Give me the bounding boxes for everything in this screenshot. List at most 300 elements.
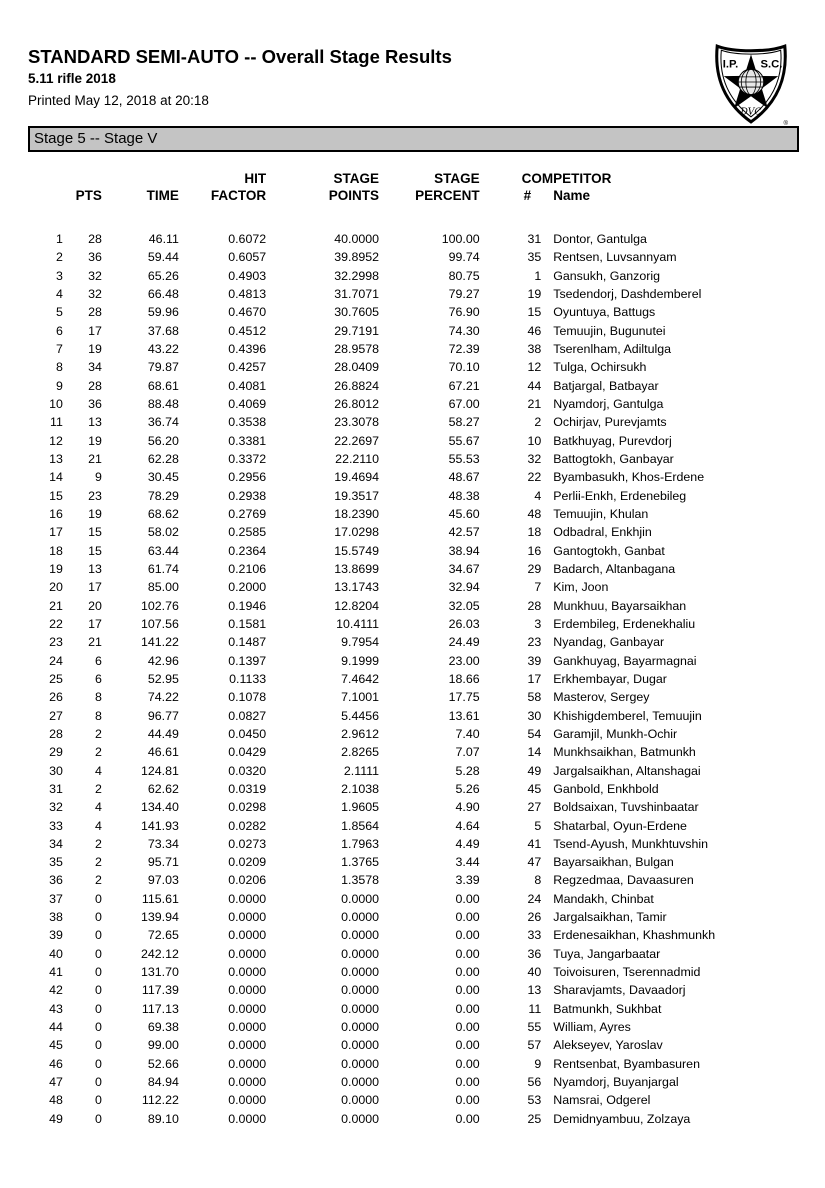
competitor-name-cell: Badarch, Altanbagana bbox=[553, 561, 676, 576]
competitor-number-cell: 26 bbox=[527, 910, 542, 925]
competitor-number-cell: 41 bbox=[527, 836, 542, 851]
rank-cell: 48 bbox=[49, 1093, 63, 1108]
hit-factor-cell: 0.2956 bbox=[228, 470, 267, 485]
rank-cell: 7 bbox=[55, 341, 63, 356]
stage-percent-cell: 0.00 bbox=[455, 983, 480, 998]
competitor-name-cell: Oyuntuya, Battugs bbox=[553, 305, 656, 320]
time-cell: 141.93 bbox=[140, 818, 179, 833]
pts-cell: 13 bbox=[88, 415, 102, 430]
hit-factor-cell: 0.2769 bbox=[228, 506, 267, 521]
competitor-name-cell: Gankhuyag, Bayarmagnai bbox=[553, 653, 697, 668]
time-cell: 78.29 bbox=[147, 488, 179, 503]
rank-cell: 4 bbox=[55, 286, 63, 301]
time-cell: 102.76 bbox=[140, 598, 179, 613]
stage-points-cell: 7.1001 bbox=[341, 690, 380, 705]
rank-cell: 46 bbox=[49, 1056, 63, 1071]
time-cell: 43.22 bbox=[147, 341, 179, 356]
time-cell: 73.34 bbox=[147, 836, 179, 851]
stage-points-cell: 9.1999 bbox=[341, 653, 380, 668]
table-row bbox=[28, 505, 798, 523]
competitor-name-cell: William, Ayres bbox=[553, 1020, 631, 1035]
stage-percent-cell: 0.00 bbox=[455, 1056, 480, 1071]
table-row bbox=[28, 871, 798, 889]
results-table bbox=[28, 170, 798, 1128]
stage-percent-cell: 99.74 bbox=[448, 250, 480, 265]
competitor-name-cell: Temuujin, Khulan bbox=[553, 506, 649, 521]
hit-factor-cell: 0.4069 bbox=[228, 396, 267, 411]
time-cell: 69.38 bbox=[147, 1020, 179, 1035]
stage-points-cell: 0.0000 bbox=[341, 1001, 380, 1016]
competitor-number-cell: 39 bbox=[527, 653, 542, 668]
stage-points-cell: 13.1743 bbox=[334, 580, 380, 595]
hit-factor-cell: 0.0000 bbox=[228, 1038, 267, 1053]
competitor-number-cell: 13 bbox=[527, 983, 542, 998]
competitor-number-cell: 11 bbox=[528, 1001, 542, 1016]
competitor-number-cell: 9 bbox=[534, 1056, 542, 1071]
hit-factor-cell: 0.0000 bbox=[228, 965, 267, 980]
stage-points-cell: 12.8204 bbox=[334, 598, 380, 613]
table-row bbox=[28, 743, 798, 761]
competitor-number-cell: 53 bbox=[527, 1093, 542, 1108]
hit-factor-cell: 0.0273 bbox=[228, 836, 267, 851]
stage-points-cell: 5.4456 bbox=[341, 708, 380, 723]
time-cell: 112.22 bbox=[141, 1093, 179, 1108]
time-cell: 59.44 bbox=[147, 250, 179, 265]
rank-cell: 37 bbox=[49, 891, 63, 906]
rank-cell: 42 bbox=[49, 983, 63, 998]
pts-cell: 21 bbox=[88, 635, 102, 650]
hit-factor-cell: 0.0827 bbox=[228, 708, 267, 723]
competitor-name-cell: Temuujin, Bugunutei bbox=[553, 323, 666, 338]
time-cell: 74.22 bbox=[147, 690, 179, 705]
competitor-name-cell: Bayarsaikhan, Bulgan bbox=[553, 855, 674, 870]
stage-percent-cell: 3.44 bbox=[455, 855, 480, 870]
stage-percent-cell: 7.07 bbox=[455, 745, 480, 760]
time-cell: 59.96 bbox=[147, 305, 179, 320]
stage-percent-cell: 45.60 bbox=[448, 506, 480, 521]
pts-cell: 32 bbox=[88, 268, 102, 283]
logo-text-sc: S.C. bbox=[760, 58, 783, 71]
stage-percent-cell: 100.00 bbox=[441, 232, 480, 246]
table-row bbox=[28, 358, 798, 376]
hit-factor-cell: 0.0282 bbox=[228, 818, 267, 833]
table-row bbox=[28, 908, 798, 926]
stage-points-cell: 2.1111 bbox=[343, 763, 380, 778]
stage-percent-cell: 0.00 bbox=[455, 946, 480, 961]
stage-points-cell: 1.7963 bbox=[341, 836, 380, 851]
competitor-name-cell: Demidnyambuu, Zolzaya bbox=[553, 1111, 691, 1126]
stage-points-cell: 22.2697 bbox=[334, 433, 380, 448]
competitor-number-cell: 55 bbox=[527, 1020, 542, 1035]
pts-cell: 17 bbox=[88, 323, 102, 338]
table-row bbox=[28, 303, 798, 321]
table-row bbox=[28, 267, 798, 285]
stage-points-cell: 2.1038 bbox=[341, 781, 380, 796]
competitor-number-cell: 27 bbox=[527, 800, 542, 815]
competitor-name-cell: Regzedmaa, Davaasuren bbox=[553, 873, 694, 888]
hit-factor-cell: 0.1581 bbox=[228, 616, 267, 631]
competitor-name-cell: Tsend-Ayush, Munkhtuvshin bbox=[553, 836, 708, 851]
table-row bbox=[28, 340, 798, 358]
stage-points-cell: 0.0000 bbox=[341, 965, 380, 980]
stage-percent-cell: 4.90 bbox=[455, 800, 480, 815]
table-row bbox=[28, 835, 798, 853]
hit-factor-cell: 0.4257 bbox=[228, 360, 267, 375]
registered-trademark-symbol: ® bbox=[783, 119, 789, 126]
stage-points-cell: 28.0409 bbox=[334, 360, 380, 375]
competitor-name-cell: Namsrai, Odgerel bbox=[553, 1093, 651, 1108]
pts-cell: 19 bbox=[88, 433, 102, 448]
competitor-number-cell: 17 bbox=[527, 671, 542, 686]
hit-factor-cell: 0.0000 bbox=[228, 1075, 267, 1090]
pts-cell: 0 bbox=[94, 928, 102, 943]
table-row bbox=[28, 707, 798, 725]
competitor-name-cell: Odbadral, Enkhjin bbox=[553, 525, 652, 540]
header-row-top bbox=[28, 170, 798, 187]
competitor-number-cell: 4 bbox=[534, 488, 542, 503]
table-row bbox=[28, 487, 798, 505]
time-cell: 131.70 bbox=[140, 965, 179, 980]
competitor-name-cell: Masterov, Sergey bbox=[553, 690, 650, 705]
time-cell: 134.40 bbox=[140, 800, 179, 815]
competitor-name-header: Name bbox=[553, 188, 591, 203]
table-row bbox=[28, 670, 798, 688]
competitor-name-cell: Toivoisuren, Tserennadmid bbox=[553, 965, 701, 980]
pts-cell: 15 bbox=[88, 525, 102, 540]
competitor-number-cell: 44 bbox=[527, 378, 542, 393]
stage-percent-cell: 67.00 bbox=[448, 396, 480, 411]
competitor-number-cell: 40 bbox=[527, 965, 542, 980]
competitor-header: COMPETITOR bbox=[521, 171, 612, 186]
stage-points-cell: 31.7071 bbox=[334, 286, 380, 301]
dvc-motto-script: DVC bbox=[740, 106, 762, 118]
competitor-name-cell: Erdenesaikhan, Khashmunkh bbox=[553, 928, 716, 943]
pts-cell: 32 bbox=[88, 286, 102, 301]
stage-percent-cell: 5.26 bbox=[455, 781, 480, 796]
time-cell: 107.56 bbox=[140, 616, 179, 631]
stage-points-cell: 1.3765 bbox=[341, 855, 380, 870]
pts-cell: 8 bbox=[94, 708, 102, 723]
table-row bbox=[28, 285, 798, 303]
pts-cell: 28 bbox=[88, 378, 102, 393]
table-row bbox=[28, 1091, 798, 1109]
time-cell: 96.77 bbox=[147, 708, 179, 723]
time-cell: 139.94 bbox=[140, 910, 179, 925]
hit-factor-cell: 0.2106 bbox=[228, 561, 267, 576]
time-cell: 72.65 bbox=[147, 928, 179, 943]
pts-cell: 2 bbox=[94, 781, 102, 796]
hit-factor-cell: 0.4903 bbox=[228, 268, 267, 283]
stage-percent-cell: 72.39 bbox=[448, 341, 480, 356]
stage-percent-cell: 5.28 bbox=[455, 763, 480, 778]
competitor-number-cell: 16 bbox=[527, 543, 542, 558]
stage-points-cell: 0.0000 bbox=[341, 1020, 380, 1035]
pts-cell: 17 bbox=[88, 616, 102, 631]
rank-cell: 6 bbox=[55, 323, 63, 338]
stage-percent-cell: 42.57 bbox=[448, 525, 480, 540]
stage-percent-cell: 24.49 bbox=[448, 635, 480, 650]
stage-percent-cell: 48.38 bbox=[448, 488, 480, 503]
pts-cell: 8 bbox=[94, 690, 102, 705]
time-cell: 99.00 bbox=[147, 1038, 179, 1053]
stage-points-cell: 28.9578 bbox=[334, 341, 380, 356]
competitor-number-cell: 32 bbox=[527, 451, 542, 466]
stage-percent-cell: 32.05 bbox=[448, 598, 480, 613]
pts-cell: 17 bbox=[88, 580, 102, 595]
header-row-bottom bbox=[28, 187, 798, 204]
stage-points-cell: 32.2998 bbox=[334, 268, 380, 283]
time-cell: 89.10 bbox=[147, 1111, 179, 1126]
competitor-name-cell: Perlii-Enkh, Erdenebileg bbox=[553, 488, 687, 503]
competitor-number-cell: 38 bbox=[527, 341, 542, 356]
hit-factor-cell: 0.0320 bbox=[228, 763, 267, 778]
competitor-name-cell: Nyamdorj, Buyanjargal bbox=[553, 1075, 679, 1090]
pts-cell: 21 bbox=[88, 451, 102, 466]
pts-cell: 2 bbox=[94, 873, 102, 888]
table-row bbox=[28, 633, 798, 651]
competitor-name-cell: Ochirjav, Purevjamts bbox=[553, 415, 667, 430]
stage-header-bar bbox=[28, 126, 799, 152]
hit-factor-cell: 0.4081 bbox=[228, 378, 267, 393]
printed-timestamp: Printed May 12, 2018 at 20:18 bbox=[28, 93, 209, 108]
rank-cell: 27 bbox=[49, 708, 63, 723]
rank-cell: 49 bbox=[49, 1111, 63, 1126]
competitor-name-cell: Gantogtokh, Ganbat bbox=[553, 543, 665, 558]
results-table-header bbox=[28, 170, 798, 204]
competitor-name-cell: Batjargal, Batbayar bbox=[553, 378, 659, 393]
competitor-name-cell: Ganbold, Enkhbold bbox=[553, 781, 659, 796]
competitor-number-cell: 49 bbox=[527, 763, 542, 778]
results-table-body bbox=[28, 204, 798, 1128]
globe-icon bbox=[738, 69, 764, 95]
stage-points-cell: 2.9612 bbox=[341, 726, 380, 741]
pts-cell: 2 bbox=[94, 745, 102, 760]
rank-cell: 5 bbox=[55, 305, 63, 320]
competitor-name-cell: Munkhsaikhan, Batmunkh bbox=[553, 745, 696, 760]
table-row bbox=[28, 578, 798, 596]
time-cell: 42.96 bbox=[147, 653, 179, 668]
hit-factor-cell: 0.0000 bbox=[228, 928, 267, 943]
competitor-name-cell: Alekseyev, Yaroslav bbox=[553, 1038, 663, 1053]
rank-cell: 16 bbox=[49, 506, 63, 521]
competitor-number-cell: 46 bbox=[527, 323, 542, 338]
table-row bbox=[28, 890, 798, 908]
time-cell: 88.48 bbox=[147, 396, 179, 411]
time-cell: 62.28 bbox=[147, 451, 179, 466]
pts-cell: 23 bbox=[88, 488, 102, 503]
competitor-number-cell: 35 bbox=[527, 250, 542, 265]
pts-cell: 4 bbox=[94, 763, 102, 778]
hit-factor-cell: 0.6057 bbox=[228, 250, 267, 265]
stage-points-cell: 0.0000 bbox=[341, 946, 380, 961]
stage-points-cell: 1.3578 bbox=[341, 873, 380, 888]
competitor-number-cell: 19 bbox=[527, 286, 542, 301]
time-cell: 84.94 bbox=[147, 1075, 179, 1090]
stage-percent-header-line1: STAGE bbox=[434, 171, 480, 186]
pts-cell: 2 bbox=[94, 726, 102, 741]
rank-cell: 10 bbox=[49, 396, 63, 411]
rank-cell: 1 bbox=[55, 232, 63, 246]
stage-percent-cell: 76.90 bbox=[448, 305, 480, 320]
stage-percent-cell: 7.40 bbox=[455, 726, 480, 741]
stage-percent-cell: 38.94 bbox=[448, 543, 480, 558]
competitor-number-cell: 58 bbox=[527, 690, 542, 705]
table-row bbox=[28, 853, 798, 871]
competitor-number-cell: 10 bbox=[527, 433, 542, 448]
rank-cell: 20 bbox=[49, 580, 63, 595]
competitor-name-cell: Battogtokh, Ganbayar bbox=[553, 451, 674, 466]
stage-percent-cell: 17.75 bbox=[448, 690, 480, 705]
hit-factor-cell: 0.0206 bbox=[228, 873, 267, 888]
stage-points-cell: 0.0000 bbox=[341, 891, 380, 906]
hit-factor-cell: 0.1133 bbox=[229, 671, 267, 686]
hit-factor-cell: 0.0000 bbox=[228, 1111, 267, 1126]
competitor-name-cell: Erkhembayar, Dugar bbox=[553, 671, 667, 686]
table-row bbox=[28, 450, 798, 468]
hit-factor-cell: 0.3381 bbox=[228, 433, 267, 448]
table-row bbox=[28, 762, 798, 780]
competitor-name-cell: Batkhuyag, Purevdorj bbox=[553, 433, 672, 448]
stage-percent-cell: 0.00 bbox=[455, 1001, 480, 1016]
table-row bbox=[28, 432, 798, 450]
table-row bbox=[28, 468, 798, 486]
time-cell: 52.95 bbox=[147, 671, 179, 686]
logo-text-ip: I.P. bbox=[722, 58, 739, 71]
pts-cell: 0 bbox=[94, 946, 102, 961]
stage-points-header-line2: POINTS bbox=[328, 188, 380, 203]
stage-points-cell: 1.8564 bbox=[341, 818, 380, 833]
hit-factor-header-line1: HIT bbox=[244, 171, 267, 186]
stage-percent-cell: 26.03 bbox=[448, 616, 480, 631]
competitor-number-cell: 21 bbox=[527, 396, 542, 411]
competitor-name-cell: Rentsen, Luvsannyam bbox=[553, 250, 677, 265]
hit-factor-cell: 0.6072 bbox=[228, 232, 267, 246]
hit-factor-cell: 0.0450 bbox=[228, 726, 267, 741]
competitor-number-cell: 54 bbox=[527, 726, 542, 741]
stage-points-cell: 2.8265 bbox=[341, 745, 380, 760]
time-cell: 85.00 bbox=[147, 580, 179, 595]
rank-cell: 41 bbox=[49, 965, 63, 980]
pts-cell: 4 bbox=[94, 800, 102, 815]
stage-percent-cell: 0.00 bbox=[455, 965, 480, 980]
stage-percent-cell: 0.00 bbox=[455, 1111, 480, 1126]
time-cell: 117.13 bbox=[141, 1001, 179, 1016]
stage-percent-cell: 18.66 bbox=[448, 671, 480, 686]
competitor-name-cell: Kim, Joon bbox=[553, 580, 609, 595]
competitor-number-cell: 8 bbox=[534, 873, 542, 888]
hit-factor-cell: 0.0000 bbox=[228, 1001, 267, 1016]
hit-factor-cell: 0.0000 bbox=[228, 1020, 267, 1035]
stage-percent-header-line2: PERCENT bbox=[415, 188, 480, 203]
stage-points-header-line1: STAGE bbox=[333, 171, 380, 186]
pts-cell: 13 bbox=[88, 561, 102, 576]
rank-cell: 45 bbox=[49, 1038, 63, 1053]
hit-factor-cell: 0.0000 bbox=[228, 1093, 267, 1108]
hit-factor-cell: 0.0000 bbox=[228, 910, 267, 925]
time-cell: 37.68 bbox=[147, 323, 179, 338]
pts-cell: 28 bbox=[88, 232, 102, 246]
table-row bbox=[28, 523, 798, 541]
hit-factor-cell: 0.2585 bbox=[228, 525, 267, 540]
stage-percent-cell: 13.61 bbox=[448, 708, 480, 723]
competitor-number-cell: 28 bbox=[527, 598, 542, 613]
competitor-number-cell: 14 bbox=[527, 745, 542, 760]
rank-cell: 22 bbox=[49, 616, 63, 631]
rank-cell: 33 bbox=[49, 818, 63, 833]
table-row bbox=[28, 615, 798, 633]
rank-cell: 21 bbox=[49, 598, 63, 613]
page-title: STANDARD SEMI-AUTO -- Overall Stage Results bbox=[28, 46, 452, 67]
stage-points-cell: 26.8012 bbox=[334, 396, 380, 411]
stage-points-cell: 15.5749 bbox=[334, 543, 380, 558]
rank-cell: 25 bbox=[49, 671, 63, 686]
competitor-name-cell: Batmunkh, Sukhbat bbox=[553, 1001, 662, 1016]
hit-factor-cell: 0.4396 bbox=[228, 341, 267, 356]
rank-cell: 14 bbox=[49, 470, 63, 485]
time-cell: 46.61 bbox=[147, 745, 179, 760]
hit-factor-header-line2: FACTOR bbox=[210, 188, 267, 203]
stage-title: Stage 5 -- Stage V bbox=[34, 130, 158, 147]
pts-cell: 15 bbox=[88, 543, 102, 558]
stage-points-cell: 22.2110 bbox=[335, 451, 380, 466]
table-row bbox=[28, 981, 798, 999]
table-row bbox=[28, 798, 798, 816]
table-row bbox=[28, 1055, 798, 1073]
pts-cell: 20 bbox=[88, 598, 102, 613]
table-row bbox=[28, 230, 798, 248]
stage-points-cell: 13.8699 bbox=[334, 561, 380, 576]
hit-factor-cell: 0.2364 bbox=[228, 543, 267, 558]
hit-factor-cell: 0.0000 bbox=[228, 946, 267, 961]
competitor-number-cell: 22 bbox=[527, 470, 542, 485]
time-header: TIME bbox=[146, 188, 179, 203]
time-cell: 46.11 bbox=[148, 232, 179, 246]
pts-cell: 0 bbox=[94, 1038, 102, 1053]
stage-percent-cell: 80.75 bbox=[448, 268, 480, 283]
rank-cell: 15 bbox=[49, 488, 63, 503]
time-cell: 97.03 bbox=[147, 873, 179, 888]
stage-percent-cell: 55.53 bbox=[448, 451, 480, 466]
rank-cell: 44 bbox=[49, 1020, 63, 1035]
stage-percent-cell: 67.21 bbox=[448, 378, 480, 393]
rank-cell: 11 bbox=[50, 415, 63, 430]
hit-factor-cell: 0.0429 bbox=[228, 745, 267, 760]
rank-cell: 24 bbox=[49, 653, 63, 668]
stage-points-cell: 0.0000 bbox=[341, 983, 380, 998]
rank-cell: 39 bbox=[49, 928, 63, 943]
stage-percent-cell: 0.00 bbox=[455, 928, 480, 943]
time-cell: 95.71 bbox=[147, 855, 179, 870]
table-row bbox=[28, 322, 798, 340]
hit-factor-cell: 0.3372 bbox=[228, 451, 267, 466]
rank-cell: 30 bbox=[49, 763, 63, 778]
rank-cell: 40 bbox=[49, 946, 63, 961]
competitor-name-cell: Dontor, Gantulga bbox=[553, 232, 647, 246]
pts-cell: 19 bbox=[88, 506, 102, 521]
competitor-name-cell: Gansukh, Ganzorig bbox=[553, 268, 661, 283]
time-cell: 124.81 bbox=[140, 763, 179, 778]
stage-points-cell: 1.9605 bbox=[341, 800, 380, 815]
rank-cell: 35 bbox=[49, 855, 63, 870]
table-row bbox=[28, 395, 798, 413]
stage-points-cell: 0.0000 bbox=[341, 1075, 380, 1090]
hit-factor-cell: 0.0298 bbox=[228, 800, 267, 815]
competitor-number-cell: 3 bbox=[534, 616, 542, 631]
time-cell: 36.74 bbox=[147, 415, 179, 430]
time-cell: 79.87 bbox=[147, 360, 179, 375]
stage-points-cell: 0.0000 bbox=[341, 1038, 380, 1053]
pts-cell: 9 bbox=[94, 470, 102, 485]
